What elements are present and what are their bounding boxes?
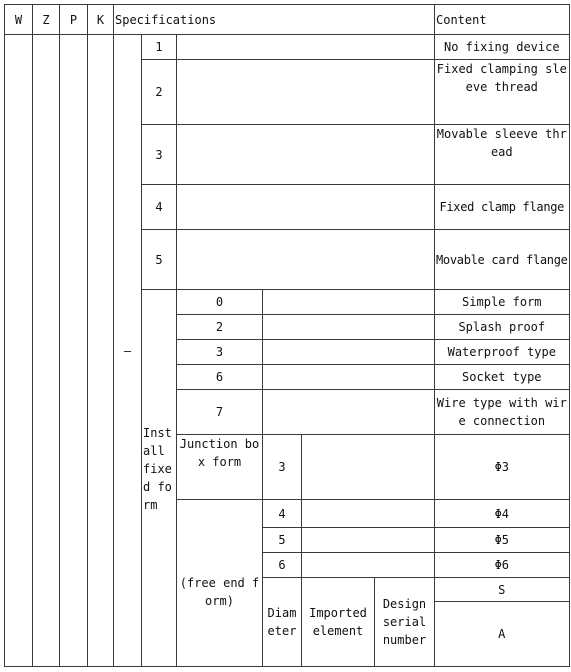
install-fixed-form-label-cell	[142, 290, 177, 667]
form-blank-3	[263, 340, 435, 365]
header-p: P	[60, 5, 88, 35]
header-specifications: Specifications	[114, 5, 435, 35]
specification-table	[4, 4, 570, 667]
footer-a: A	[435, 602, 570, 667]
fixing-content-3: Movable sleeve thread	[435, 125, 570, 185]
diameter-code-5: 5	[263, 528, 302, 553]
diameter-blank-5	[302, 528, 435, 553]
junction-box-form-label: Junction box form	[177, 435, 263, 500]
fixing-content-5: Movable card flange	[435, 230, 570, 290]
fixing-blank-2	[177, 60, 435, 125]
form-blank-6	[263, 365, 435, 390]
header-z: Z	[33, 5, 60, 35]
fixing-code-5: 5	[142, 230, 177, 290]
fixing-content-1: No fixing device	[435, 35, 570, 60]
form-content-3: Waterproof type	[435, 340, 570, 365]
form-code-7: 7	[177, 390, 263, 435]
form-code-2: 2	[177, 315, 263, 340]
diameter-blank-6	[302, 553, 435, 578]
dash-cell: –	[114, 35, 142, 667]
footer-imported-element: Imported element	[302, 578, 375, 667]
fixing-blank-5	[177, 230, 435, 290]
fixing-code-2: 2	[142, 60, 177, 125]
fixing-code-1: 1	[142, 35, 177, 60]
form-blank-7	[263, 390, 435, 435]
fixing-content-4: Fixed clamp flange	[435, 185, 570, 230]
diameter-blank-3	[302, 435, 435, 500]
form-content-0: Simple form	[435, 290, 570, 315]
fixing-blank-3	[177, 125, 435, 185]
form-code-0: 0	[177, 290, 263, 315]
form-blank-2	[263, 315, 435, 340]
column-p-cell	[60, 35, 88, 667]
footer-diameter: Diameter	[263, 578, 302, 667]
fixing-blank-1	[177, 35, 435, 60]
header-content: Content	[435, 5, 570, 35]
form-content-2: Splash proof	[435, 315, 570, 340]
form-content-7: Wire type with wire connection	[435, 390, 570, 435]
diameter-content-6: Φ6	[435, 553, 570, 578]
diameter-code-3: 3	[263, 435, 302, 500]
form-blank-0	[263, 290, 435, 315]
install-fixed-form-label: Install fixed form	[143, 426, 172, 512]
diameter-blank-4	[302, 500, 435, 528]
form-code-6: 6	[177, 365, 263, 390]
column-w-cell	[5, 35, 33, 667]
diameter-content-5: Φ5	[435, 528, 570, 553]
diameter-content-4: Φ4	[435, 500, 570, 528]
fixing-code-4: 4	[142, 185, 177, 230]
fixing-content-2: Fixed clamping sleeve thread	[435, 60, 570, 125]
free-end-form-label: (free end form)	[177, 500, 263, 667]
column-k-cell	[88, 35, 114, 667]
diameter-content-3: Φ3	[435, 435, 570, 500]
diameter-code-4: 4	[263, 500, 302, 528]
fixing-code-3: 3	[142, 125, 177, 185]
form-content-6: Socket type	[435, 365, 570, 390]
fixing-blank-4	[177, 185, 435, 230]
footer-design-serial-number: Design serial number	[375, 578, 435, 667]
header-w: W	[5, 5, 33, 35]
diameter-code-6: 6	[263, 553, 302, 578]
form-code-3: 3	[177, 340, 263, 365]
column-z-cell	[33, 35, 60, 667]
header-k: K	[88, 5, 114, 35]
footer-s: S	[435, 578, 570, 602]
